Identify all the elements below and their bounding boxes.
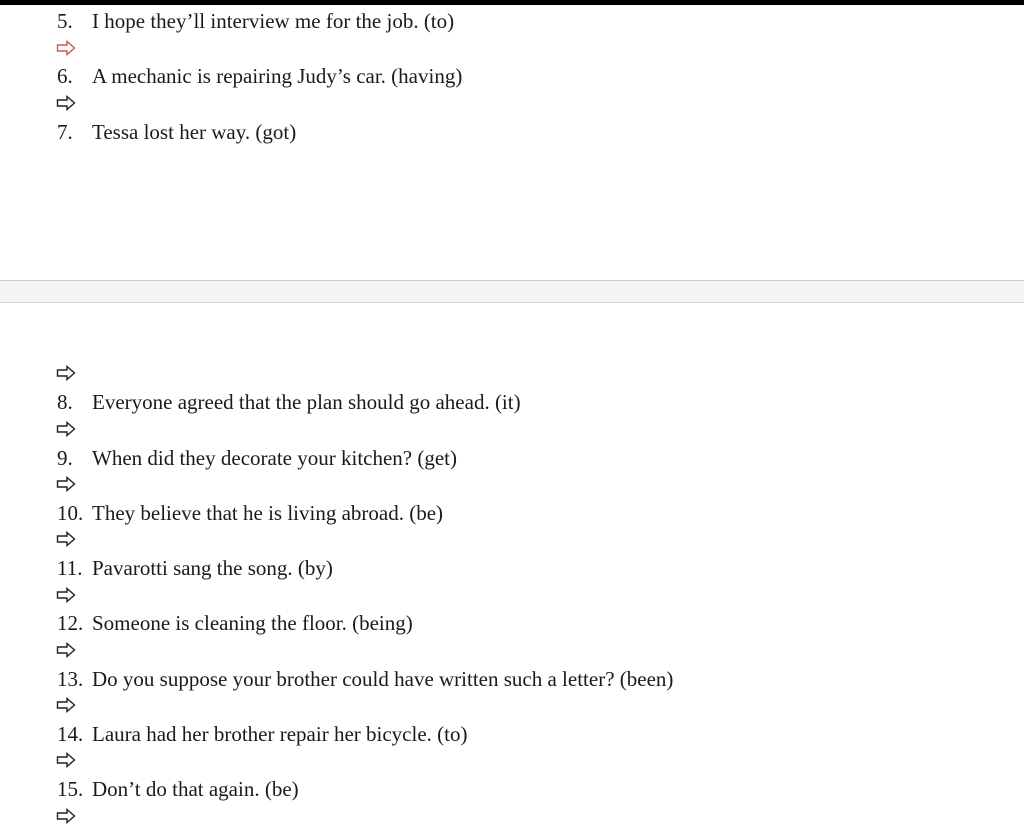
item-text: Tessa lost her way. (got): [92, 120, 297, 144]
exercise-item-6: [57, 64, 462, 88]
item-number: 12.: [57, 611, 84, 635]
exercise-item-5: [57, 9, 454, 33]
item-number: 13.: [57, 667, 84, 691]
item-number: 11.: [57, 556, 83, 580]
item-number: 7.: [57, 120, 73, 144]
item-text: Do you suppose your brother could have written such a letter? (been): [92, 667, 674, 691]
right-white-arrow-icon[interactable]: [56, 40, 76, 56]
exercise-item-7: [57, 120, 296, 144]
item-text: They believe that he is living abroad. (be): [92, 501, 444, 525]
exercise-item-14: [57, 722, 467, 746]
item-text: Laura had her brother repair her bicycle. (to): [92, 722, 468, 746]
item-number: 14.: [57, 722, 84, 746]
right-white-arrow-icon[interactable]: [56, 642, 76, 658]
item-text: A mechanic is repairing Judy’s car. (having): [92, 64, 463, 88]
item-text: Everyone agreed that the plan should go ahead. (it): [92, 390, 521, 414]
exercise-item-13: [57, 667, 673, 691]
item-number: 6.: [57, 64, 73, 88]
item-number: 8.: [57, 390, 73, 414]
item-text: Pavarotti sang the song. (by): [92, 556, 333, 580]
right-white-arrow-icon[interactable]: [56, 752, 76, 768]
item-number: 10.: [57, 501, 84, 525]
right-white-arrow-icon[interactable]: [56, 365, 76, 381]
exercise-item-10: [57, 501, 443, 525]
right-white-arrow-icon[interactable]: [56, 587, 76, 603]
right-white-arrow-icon[interactable]: [56, 531, 76, 547]
right-white-arrow-icon[interactable]: [56, 95, 76, 111]
right-white-arrow-icon[interactable]: [56, 476, 76, 492]
item-text: Don’t do that again. (be): [92, 777, 299, 801]
right-white-arrow-icon[interactable]: [56, 697, 76, 713]
item-text: When did they decorate your kitchen? (get): [92, 446, 458, 470]
right-white-arrow-icon[interactable]: [56, 808, 76, 824]
item-number: 15.: [57, 777, 84, 801]
item-number: 5.: [57, 9, 73, 33]
item-number: 9.: [57, 446, 73, 470]
item-text: I hope they’ll interview me for the job. (to): [92, 9, 455, 33]
exercise-item-8: [57, 390, 521, 414]
exercise-item-12: [57, 611, 413, 635]
page-break-separator: [0, 280, 1024, 303]
exercise-item-9: [57, 446, 457, 470]
item-text: Someone is cleaning the floor. (being): [92, 611, 413, 635]
exercise-item-11: [57, 556, 333, 580]
right-white-arrow-icon[interactable]: [56, 421, 76, 437]
exercise-item-15: [57, 777, 299, 801]
